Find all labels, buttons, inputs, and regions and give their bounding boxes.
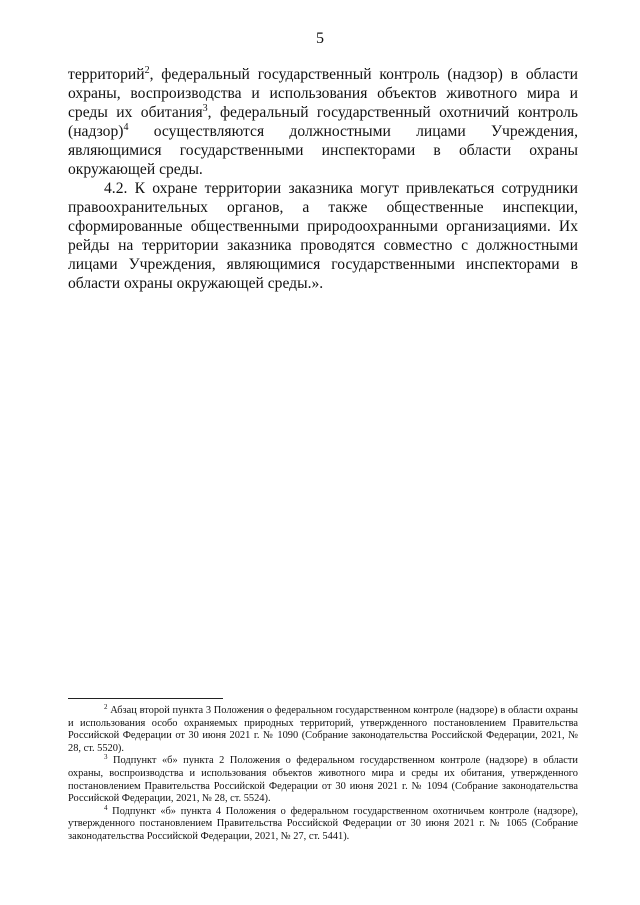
main-text xyxy=(68,65,578,293)
footnote-text: Абзац второй пункта 3 Положения о федеральном государственном контроле (надзоре) в области охраны и использования особо охраняемых природных территорий, утвержденного постановлением Правительства Российской Федерации от 30 июня 2021 г. № 1090 (Собрание законодательства Российской Федерации, 2021, № 28, ст. 5520). xyxy=(68,705,578,754)
footnote-text: Подпункт «б» пункта 2 Положения о федеральном государственном контроле (надзоре) в области охраны, воспроизводства и использования объектов животного мира и среды их обитания, утвержденного постановлением Правительства Российской Федерации от 30 июня 2021 г. № 1094 (Собрание законодательства Российской Федерации, 2021, № 28, ст. 5524). xyxy=(68,755,578,805)
text-segment: территорий xyxy=(68,66,145,83)
footnote xyxy=(68,705,578,755)
footnote-mark: 3 xyxy=(104,753,108,762)
footnote xyxy=(68,755,578,805)
footnote xyxy=(68,803,578,844)
page-number: 5 xyxy=(316,30,324,47)
footnote-text: Подпункт «б» пункта 4 Положения о федеральном государственном охотничьем контроле (надзоре), утвержденного постановлением Правительства Российской Федерации от 30 июня 2021 г. № 1065 (Собрание законодательства Российской Федерации, 2021, № 27, ст. 5441). xyxy=(68,805,578,842)
footnote-separator xyxy=(68,698,223,699)
footnotes xyxy=(68,705,578,844)
paragraph-4-2: 4.2. К охране территории заказника могут привлекаться сотрудники правоохранительных органов, а также общественные инспекции, сформированные общественными природоохранными организациями. Их рейды на территории заказника проводятся совместно с должностными лицами Учреждения, являющимися государственными инспекторами в области охраны окружающей среды.». xyxy=(68,180,578,292)
text-segment: , федеральный государственный контроль (надзор) в области охраны, воспроизводства и использования объектов животного мира и среды их обитания xyxy=(68,66,578,121)
footnote-mark: 2 xyxy=(104,703,108,711)
footnote-ref: 3 xyxy=(202,103,208,114)
text-segment: осуществляются должностными лицами Учреждения, являющимися государственными инспекторами в области охраны окружающей среды. xyxy=(68,123,578,178)
text-segment: , федеральный государственный охотничий контроль (надзор) xyxy=(68,104,578,140)
footnote-ref: 2 xyxy=(144,65,150,76)
footnote-mark: 4 xyxy=(104,803,108,812)
paragraph-continuation xyxy=(68,65,578,179)
footnote-ref: 4 xyxy=(123,122,129,133)
